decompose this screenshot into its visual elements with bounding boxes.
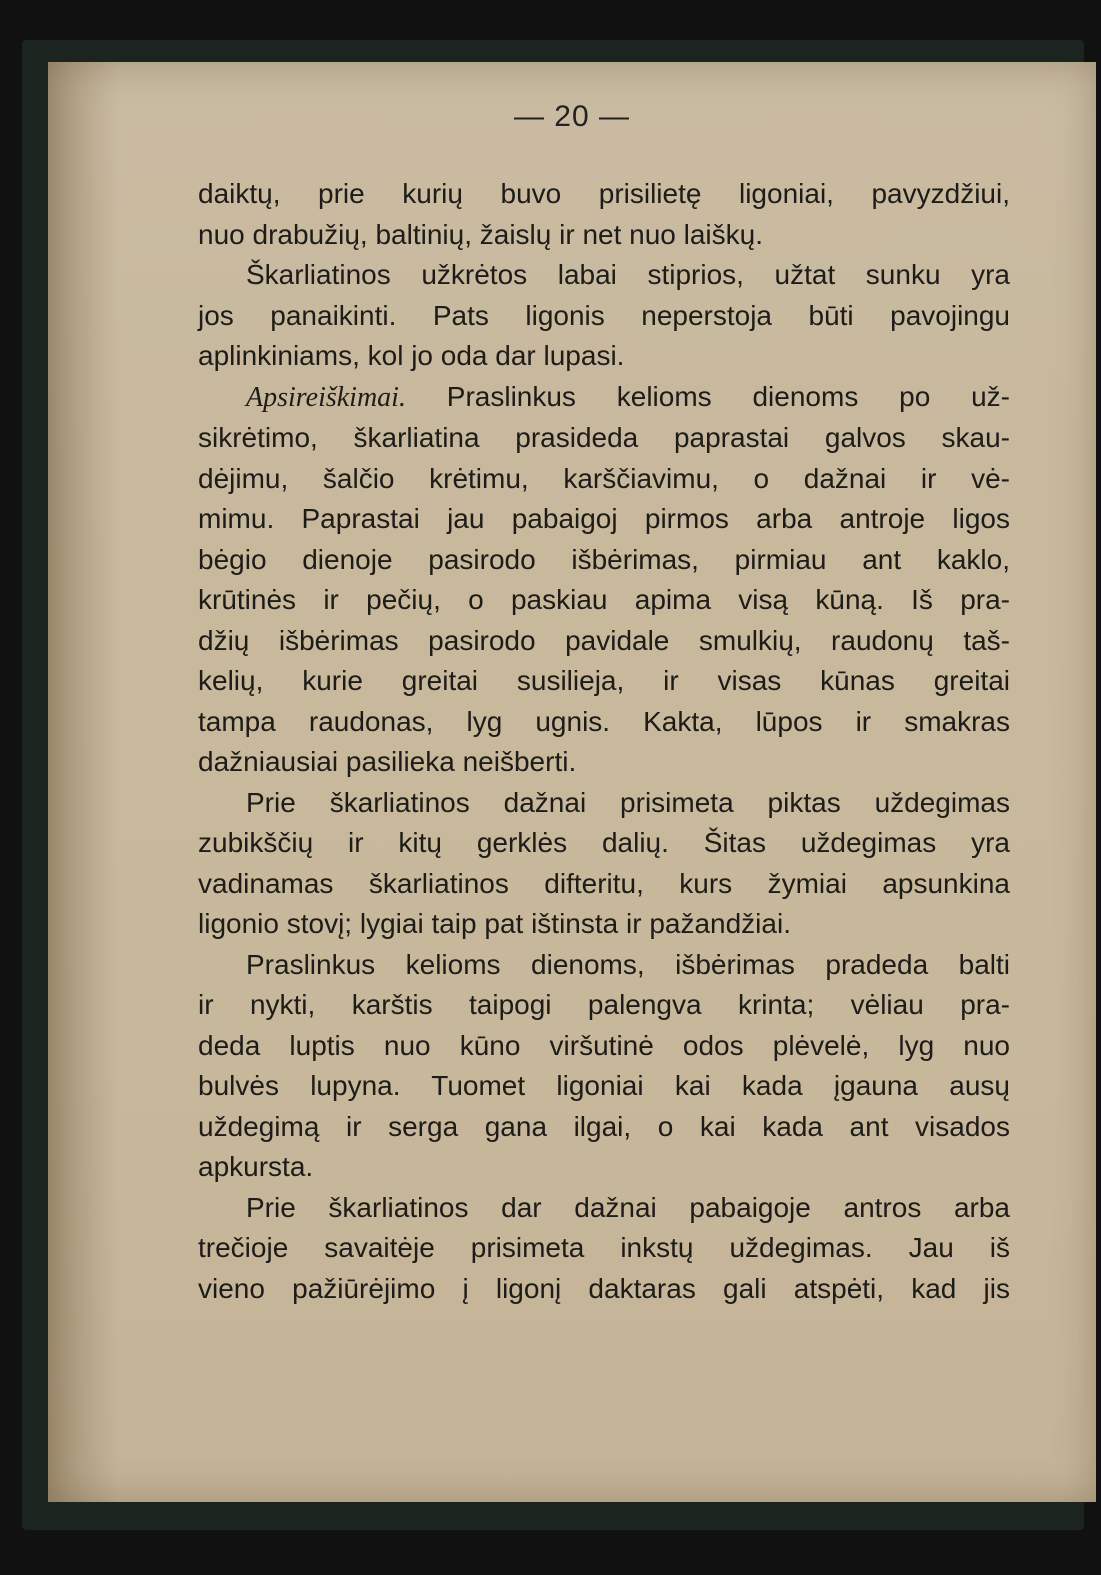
line-text: Praslinkus kelioms dienoms, išbėrimas pradeda balti xyxy=(246,948,1010,980)
text-line xyxy=(198,1107,1010,1148)
text-line xyxy=(198,418,1010,459)
binding-shadow xyxy=(48,62,118,1502)
text-line xyxy=(198,255,1010,296)
line-text: bėgio dienoje pasirodo išbėrimas, pirmiau ant kaklo, xyxy=(198,543,1010,575)
text-line xyxy=(198,985,1010,1026)
text-line xyxy=(198,215,1010,256)
line-text: krūtinės ir pečių, o paskiau apima visą kūną. Iš pra- xyxy=(198,584,1010,615)
line-text: sikrėtimo, škarliatina prasideda paprastai galvos skau- xyxy=(198,422,1010,453)
text-line xyxy=(198,1188,1010,1229)
line-text: uždegimą ir serga gana ilgai, o kai kada ant visados xyxy=(198,1110,1010,1142)
text-line xyxy=(198,336,1010,377)
line-text: Škarliatinos užkrėtos labai stiprios, užtat sunku yra xyxy=(246,259,1010,290)
text-line xyxy=(198,1228,1010,1269)
text-line xyxy=(198,540,1010,581)
text-line xyxy=(198,174,1010,215)
line-text: mimu. Paprastai jau pabaigoj pirmos arba antroje ligos xyxy=(198,503,1010,534)
line-text: trečioje savaitėje prisimeta inkstų uždegimas. Jau iš xyxy=(198,1232,1010,1263)
line-text: vieno pažiūrėjimo į ligonį daktaras gali atspėti, kad jis xyxy=(198,1272,1010,1304)
text-line xyxy=(198,702,1010,743)
line-text: dėjimu, šalčio krėtimu, karščiavimu, o dažnai ir vė- xyxy=(198,462,1010,494)
line-text: zubikščių ir kitų gerklės dalių. Šitas uždegimas yra xyxy=(198,827,1010,858)
line-text: jos panaikinti. Pats ligonis neperstoja būti pavojingu xyxy=(198,299,1010,331)
line-text: tampa raudonas, lyg ugnis. Kakta, lūpos ir smakras xyxy=(198,705,1010,737)
text-line xyxy=(198,864,1010,905)
text-line xyxy=(198,783,1010,824)
line-text: ligonio stovį; lygiai taip pat ištinsta ir pažandžiai. xyxy=(198,908,791,939)
text-line xyxy=(198,1269,1010,1310)
text-line xyxy=(198,621,1010,662)
text-line xyxy=(198,945,1010,986)
line-text: vadinamas škarliatinos difteritu, kurs žymiai apsunkina xyxy=(198,867,1010,899)
text-line xyxy=(198,742,1010,783)
line-text: Prie škarliatinos dažnai prisimeta piktas uždegimas xyxy=(246,786,1010,818)
line-text: bulvės lupyna. Tuomet ligoniai kai kada įgauna ausų xyxy=(198,1070,1010,1101)
text-line xyxy=(198,823,1010,864)
body-text xyxy=(198,174,1010,1309)
text-line xyxy=(198,904,1010,945)
line-text: ir nykti, karštis taipogi palengva krinta; vėliau pra- xyxy=(198,989,1010,1020)
line-text: nuo drabužių, baltinių, žaislų ir net nuo laiškų. xyxy=(198,218,764,250)
text-line xyxy=(198,1066,1010,1107)
text-line xyxy=(198,459,1010,500)
line-text: apkursta. xyxy=(198,1151,314,1182)
text-line xyxy=(198,1147,1010,1188)
line-text: dažniausiai pasilieka neišberti. xyxy=(198,746,577,777)
text-line xyxy=(198,580,1010,621)
line-text: aplinkiniams, kol jo oda dar lupasi. xyxy=(198,340,625,371)
text-line xyxy=(198,296,1010,337)
page-sheet xyxy=(48,62,1096,1502)
line-text: Praslinkus kelioms dienoms po už- xyxy=(405,380,1010,412)
line-text: Prie škarliatinos dar dažnai pabaigoje antros arba xyxy=(246,1191,1010,1223)
text-line xyxy=(198,661,1010,702)
line-text: deda luptis nuo kūno viršutinė odos plėvelė, lyg nuo xyxy=(198,1029,1010,1061)
section-heading: Apsireiškimai. xyxy=(246,381,406,413)
text-line xyxy=(198,377,1010,419)
line-text: džių išbėrimas pasirodo pavidale smulkių, raudonų taš- xyxy=(198,624,1010,656)
text-line xyxy=(198,499,1010,540)
line-text: kelių, kurie greitai susilieja, ir visas kūnas greitai xyxy=(198,665,1010,696)
line-text: daiktų, prie kurių buvo prisilietę ligoniai, pavyzdžiui, xyxy=(198,178,1010,209)
page-number: — 20 — xyxy=(513,100,631,133)
text-line xyxy=(198,1026,1010,1067)
